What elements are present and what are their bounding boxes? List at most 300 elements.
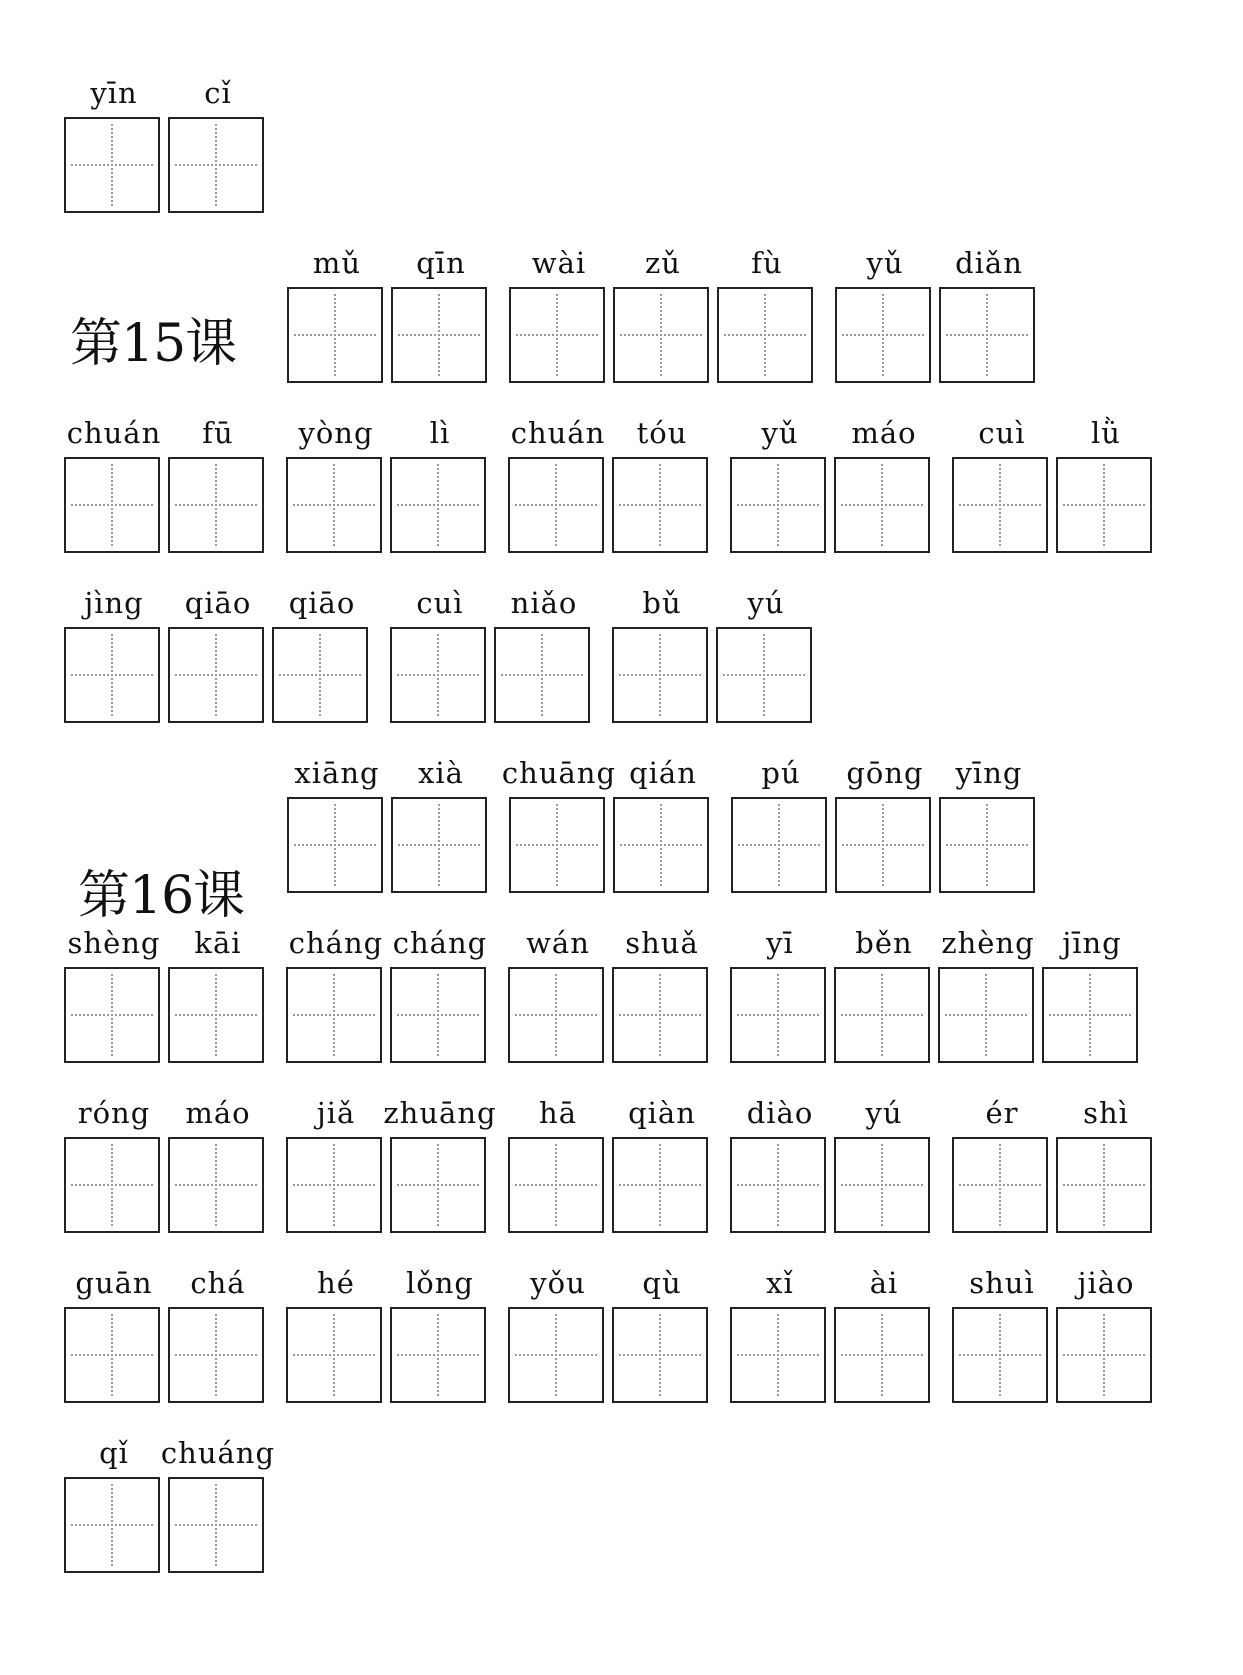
pinyin-label: yú xyxy=(865,1096,903,1130)
character-cell xyxy=(62,1430,166,1570)
character-cell xyxy=(610,410,714,550)
writing-box[interactable] xyxy=(287,797,383,893)
writing-box[interactable] xyxy=(952,1137,1048,1233)
word-group xyxy=(950,1090,1158,1230)
writing-box[interactable] xyxy=(612,627,708,723)
writing-box[interactable] xyxy=(391,287,487,383)
horizontal-guide-line xyxy=(737,1184,819,1186)
pinyin-label: lì xyxy=(429,416,451,450)
pinyin-label: yīn xyxy=(90,76,138,110)
horizontal-guide-line xyxy=(516,844,598,846)
writing-box[interactable] xyxy=(390,457,486,553)
character-cell xyxy=(383,1090,497,1230)
character-cell xyxy=(506,920,610,1060)
character-cell xyxy=(492,580,596,720)
horizontal-guide-line xyxy=(842,334,924,336)
pinyin-label: yǔ xyxy=(866,246,904,280)
horizontal-guide-line xyxy=(959,1184,1041,1186)
pinyin-label: qǐ xyxy=(99,1436,129,1470)
vocab-row xyxy=(0,1090,1243,1260)
word-group xyxy=(728,410,936,550)
character-cell xyxy=(937,240,1041,380)
character-cell xyxy=(728,1260,832,1400)
character-cell xyxy=(62,1260,166,1400)
character-cell xyxy=(950,410,1054,550)
pinyin-label: qián xyxy=(629,756,697,790)
writing-box[interactable] xyxy=(835,797,931,893)
writing-box[interactable] xyxy=(834,1307,930,1403)
character-cell xyxy=(1054,1260,1158,1400)
horizontal-guide-line xyxy=(737,1014,819,1016)
character-cell xyxy=(833,240,937,380)
writing-box[interactable] xyxy=(64,457,160,553)
writing-box[interactable] xyxy=(613,797,709,893)
horizontal-guide-line xyxy=(294,844,376,846)
writing-box[interactable] xyxy=(731,797,827,893)
writing-box[interactable] xyxy=(508,1137,604,1233)
pinyin-label: diào xyxy=(746,1096,814,1130)
writing-box[interactable] xyxy=(64,1307,160,1403)
writing-box[interactable] xyxy=(390,1137,486,1233)
writing-box[interactable] xyxy=(168,117,264,213)
lesson-title: 第15课 xyxy=(70,314,237,374)
writing-box[interactable] xyxy=(508,967,604,1063)
pinyin-label: xiāng xyxy=(294,756,380,790)
horizontal-guide-line xyxy=(175,504,257,506)
character-cell xyxy=(714,580,818,720)
horizontal-guide-line xyxy=(841,504,923,506)
horizontal-guide-line xyxy=(501,674,583,676)
pinyin-label: pú xyxy=(761,756,801,790)
writing-box[interactable] xyxy=(168,627,264,723)
word-group xyxy=(728,1090,936,1230)
pinyin-label: fù xyxy=(751,246,783,280)
pinyin-label: qiāo xyxy=(184,586,252,620)
horizontal-guide-line xyxy=(175,674,257,676)
pinyin-label: máo xyxy=(851,416,917,450)
writing-box[interactable] xyxy=(612,1137,708,1233)
horizontal-guide-line xyxy=(279,674,361,676)
horizontal-guide-line xyxy=(737,504,819,506)
character-cell xyxy=(611,240,715,380)
horizontal-guide-line xyxy=(175,1014,257,1016)
horizontal-guide-line xyxy=(619,674,701,676)
word-group xyxy=(284,1090,497,1230)
character-cell xyxy=(388,1260,492,1400)
character-cell xyxy=(832,1260,936,1400)
word-group xyxy=(506,1260,714,1400)
vocab-row xyxy=(0,920,1243,1090)
writing-box[interactable] xyxy=(286,457,382,553)
word-group xyxy=(62,1430,276,1570)
pinyin-label: wài xyxy=(531,246,587,280)
horizontal-guide-line xyxy=(293,1354,375,1356)
pinyin-label: cháng xyxy=(288,926,384,960)
writing-box[interactable] xyxy=(390,967,486,1063)
horizontal-guide-line xyxy=(293,1184,375,1186)
writing-box[interactable] xyxy=(717,287,813,383)
pinyin-label: qiāo xyxy=(288,586,356,620)
character-cell xyxy=(1054,1090,1158,1230)
horizontal-guide-line xyxy=(397,1014,479,1016)
horizontal-guide-line xyxy=(1063,504,1145,506)
writing-box[interactable] xyxy=(952,1307,1048,1403)
pinyin-label: qiàn xyxy=(628,1096,696,1130)
writing-box[interactable] xyxy=(1056,457,1152,553)
character-cell xyxy=(166,410,270,550)
horizontal-guide-line xyxy=(175,1184,257,1186)
pinyin-label: wán xyxy=(526,926,590,960)
pinyin-label: cuì xyxy=(978,416,1026,450)
word-group xyxy=(506,410,714,550)
character-cell xyxy=(62,1090,166,1230)
horizontal-guide-line xyxy=(397,674,479,676)
character-cell xyxy=(833,750,937,890)
pinyin-label: ér xyxy=(985,1096,1019,1130)
writing-box[interactable] xyxy=(286,1137,382,1233)
character-cell xyxy=(950,1260,1054,1400)
horizontal-guide-line xyxy=(724,334,806,336)
pinyin-label: lǜ xyxy=(1091,416,1121,450)
horizontal-guide-line xyxy=(293,504,375,506)
horizontal-guide-line xyxy=(619,1014,701,1016)
pinyin-label: gōng xyxy=(846,756,924,790)
writing-box[interactable] xyxy=(939,287,1035,383)
horizontal-guide-line xyxy=(397,1354,479,1356)
word-group xyxy=(610,580,818,720)
pinyin-label: yòng xyxy=(298,416,374,450)
horizontal-guide-line xyxy=(515,504,597,506)
character-cell xyxy=(832,1090,936,1230)
pinyin-label: jiào xyxy=(1077,1266,1135,1300)
pinyin-label: fū xyxy=(202,416,234,450)
character-cell xyxy=(610,1260,714,1400)
word-group xyxy=(507,240,819,380)
pinyin-label: zǔ xyxy=(645,246,681,280)
pinyin-label: cuì xyxy=(416,586,464,620)
horizontal-guide-line xyxy=(738,844,820,846)
horizontal-guide-line xyxy=(515,1184,597,1186)
word-group xyxy=(285,750,493,890)
character-cell xyxy=(715,240,819,380)
horizontal-guide-line xyxy=(1063,1354,1145,1356)
word-group xyxy=(501,750,715,890)
writing-box[interactable] xyxy=(168,1307,264,1403)
pinyin-label: yǒu xyxy=(530,1266,586,1300)
character-cell xyxy=(728,1090,832,1230)
character-cell xyxy=(1054,410,1158,550)
character-cell xyxy=(501,750,617,890)
horizontal-guide-line xyxy=(293,1014,375,1016)
writing-box[interactable] xyxy=(286,967,382,1063)
horizontal-guide-line xyxy=(175,1354,257,1356)
horizontal-guide-line xyxy=(620,844,702,846)
character-cell xyxy=(729,750,833,890)
pinyin-label: zhuāng xyxy=(383,1096,497,1130)
pinyin-label: chuán xyxy=(510,416,606,450)
pinyin-label: shuǎ xyxy=(625,926,699,960)
lesson-row xyxy=(0,750,1243,926)
character-cell xyxy=(506,410,610,550)
pinyin-label: jīng xyxy=(1062,926,1122,960)
character-cell xyxy=(936,920,1040,1060)
pinyin-label: jiǎ xyxy=(316,1096,356,1130)
horizontal-guide-line xyxy=(71,674,153,676)
horizontal-guide-line xyxy=(841,1354,923,1356)
horizontal-guide-line xyxy=(619,1184,701,1186)
character-cell xyxy=(285,240,389,380)
horizontal-guide-line xyxy=(71,164,153,166)
word-group xyxy=(506,1090,714,1230)
writing-box[interactable] xyxy=(391,797,487,893)
writing-box[interactable] xyxy=(613,287,709,383)
writing-box[interactable] xyxy=(730,1307,826,1403)
pinyin-label: běn xyxy=(855,926,913,960)
character-cell xyxy=(728,920,832,1060)
pinyin-label: diǎn xyxy=(955,246,1023,280)
horizontal-guide-line xyxy=(620,334,702,336)
writing-box[interactable] xyxy=(168,1477,264,1573)
horizontal-guide-line xyxy=(946,844,1028,846)
character-cell xyxy=(506,1260,610,1400)
writing-box[interactable] xyxy=(64,627,160,723)
horizontal-guide-line xyxy=(946,334,1028,336)
horizontal-guide-line xyxy=(619,504,701,506)
writing-box[interactable] xyxy=(494,627,590,723)
word-group xyxy=(950,410,1158,550)
character-cell xyxy=(389,750,493,890)
horizontal-guide-line xyxy=(515,1014,597,1016)
pinyin-label: róng xyxy=(77,1096,151,1130)
horizontal-guide-line xyxy=(515,1354,597,1356)
character-cell xyxy=(166,920,270,1060)
writing-box[interactable] xyxy=(272,627,368,723)
pinyin-label: hé xyxy=(317,1266,355,1300)
pinyin-label: xǐ xyxy=(766,1266,794,1300)
character-cell xyxy=(728,410,832,550)
pinyin-label: yīng xyxy=(955,756,1023,790)
pinyin-label: shuì xyxy=(969,1266,1035,1300)
word-group xyxy=(950,1260,1158,1400)
word-group xyxy=(62,410,270,550)
horizontal-guide-line xyxy=(723,674,805,676)
pinyin-label: tóu xyxy=(636,416,688,450)
horizontal-guide-line xyxy=(71,504,153,506)
vocab-row xyxy=(0,410,1243,580)
character-cell xyxy=(610,920,714,1060)
character-cell xyxy=(611,750,715,890)
pinyin-label: qù xyxy=(642,1266,682,1300)
writing-box[interactable] xyxy=(508,1307,604,1403)
pinyin-label: yú xyxy=(747,586,785,620)
writing-box[interactable] xyxy=(64,117,160,213)
writing-box[interactable] xyxy=(1056,1137,1152,1233)
character-cell xyxy=(950,1090,1054,1230)
word-group xyxy=(388,580,596,720)
horizontal-guide-line xyxy=(397,1184,479,1186)
character-cell xyxy=(270,580,374,720)
horizontal-guide-line xyxy=(71,1524,153,1526)
horizontal-guide-line xyxy=(398,844,480,846)
horizontal-guide-line xyxy=(294,334,376,336)
horizontal-guide-line xyxy=(71,1184,153,1186)
character-cell xyxy=(160,1430,276,1570)
writing-box[interactable] xyxy=(952,457,1048,553)
writing-box[interactable] xyxy=(64,967,160,1063)
writing-box[interactable] xyxy=(716,627,812,723)
character-cell xyxy=(284,920,388,1060)
pinyin-label: chuáng xyxy=(160,1436,276,1470)
pinyin-label: chuāng xyxy=(501,756,617,790)
pinyin-label: hā xyxy=(539,1096,577,1130)
word-group xyxy=(729,750,1041,890)
writing-box[interactable] xyxy=(938,967,1034,1063)
word-group xyxy=(728,1260,936,1400)
word-group xyxy=(284,920,492,1060)
writing-box[interactable] xyxy=(730,1137,826,1233)
writing-box[interactable] xyxy=(612,457,708,553)
writing-box[interactable] xyxy=(64,1477,160,1573)
horizontal-guide-line xyxy=(175,164,257,166)
word-group xyxy=(284,410,492,550)
pinyin-label: lǒng xyxy=(406,1266,474,1300)
pinyin-label: cǐ xyxy=(204,76,232,110)
pinyin-label: niǎo xyxy=(510,586,578,620)
writing-box[interactable] xyxy=(168,1137,264,1233)
word-group xyxy=(833,240,1041,380)
writing-box[interactable] xyxy=(834,1137,930,1233)
pinyin-label: qīn xyxy=(416,246,466,280)
character-cell xyxy=(389,240,493,380)
pinyin-label: xià xyxy=(418,756,464,790)
character-cell xyxy=(285,750,389,890)
pinyin-label: chá xyxy=(190,1266,246,1300)
character-cell xyxy=(832,920,936,1060)
writing-box[interactable] xyxy=(508,457,604,553)
writing-box[interactable] xyxy=(168,967,264,1063)
writing-box[interactable] xyxy=(509,797,605,893)
character-cell xyxy=(507,240,611,380)
character-cell xyxy=(166,580,270,720)
character-cell xyxy=(1040,920,1144,1060)
word-group xyxy=(62,1090,270,1230)
horizontal-guide-line xyxy=(71,1354,153,1356)
pinyin-label: shèng xyxy=(67,926,161,960)
horizontal-guide-line xyxy=(945,1014,1027,1016)
pinyin-label: ài xyxy=(869,1266,899,1300)
character-cell xyxy=(284,1260,388,1400)
pinyin-label: bǔ xyxy=(642,586,682,620)
character-cell xyxy=(284,410,388,550)
writing-box[interactable] xyxy=(834,967,930,1063)
writing-box[interactable] xyxy=(612,967,708,1063)
vocab-row xyxy=(0,1260,1243,1430)
writing-box[interactable] xyxy=(168,457,264,553)
vocab-row xyxy=(0,580,1243,750)
writing-box[interactable] xyxy=(730,967,826,1063)
writing-box[interactable] xyxy=(1056,1307,1152,1403)
vocab-row xyxy=(0,1430,1243,1600)
writing-box[interactable] xyxy=(286,1307,382,1403)
horizontal-guide-line xyxy=(842,844,924,846)
character-cell xyxy=(62,70,166,210)
character-cell xyxy=(62,410,166,550)
character-cell xyxy=(284,1090,388,1230)
pinyin-label: guān xyxy=(75,1266,153,1300)
pinyin-label: yǔ xyxy=(761,416,799,450)
writing-box[interactable] xyxy=(64,1137,160,1233)
horizontal-guide-line xyxy=(1049,1014,1131,1016)
character-cell xyxy=(166,1260,270,1400)
writing-box[interactable] xyxy=(730,457,826,553)
lesson-row xyxy=(0,240,1243,410)
character-cell xyxy=(388,410,492,550)
word-group xyxy=(284,1260,492,1400)
word-group xyxy=(62,1260,270,1400)
pinyin-label: máo xyxy=(185,1096,251,1130)
writing-box[interactable] xyxy=(390,627,486,723)
writing-box[interactable] xyxy=(612,1307,708,1403)
pinyin-label: yī xyxy=(766,926,794,960)
horizontal-guide-line xyxy=(737,1354,819,1356)
pinyin-label: zhèng xyxy=(941,926,1035,960)
character-cell xyxy=(388,580,492,720)
horizontal-guide-line xyxy=(841,1014,923,1016)
horizontal-guide-line xyxy=(1063,1184,1145,1186)
character-cell xyxy=(388,920,492,1060)
character-cell xyxy=(166,70,270,210)
pinyin-label: mǔ xyxy=(312,246,362,280)
character-cell xyxy=(506,1090,610,1230)
horizontal-guide-line xyxy=(841,1184,923,1186)
character-cell xyxy=(610,580,714,720)
character-cell xyxy=(62,920,166,1060)
horizontal-guide-line xyxy=(619,1354,701,1356)
writing-box[interactable] xyxy=(834,457,930,553)
pinyin-label: kāi xyxy=(194,926,242,960)
horizontal-guide-line xyxy=(397,504,479,506)
horizontal-guide-line xyxy=(175,1524,257,1526)
word-group xyxy=(62,580,374,720)
word-group xyxy=(62,920,270,1060)
character-cell xyxy=(832,410,936,550)
writing-box[interactable] xyxy=(287,287,383,383)
pinyin-label: shì xyxy=(1083,1096,1129,1130)
horizontal-guide-line xyxy=(516,334,598,336)
character-cell xyxy=(610,1090,714,1230)
writing-box[interactable] xyxy=(1042,967,1138,1063)
word-group xyxy=(285,240,493,380)
horizontal-guide-line xyxy=(959,504,1041,506)
pinyin-label: jìng xyxy=(84,586,144,620)
writing-box[interactable] xyxy=(390,1307,486,1403)
character-cell xyxy=(166,1090,270,1230)
writing-box[interactable] xyxy=(835,287,931,383)
horizontal-guide-line xyxy=(398,334,480,336)
word-group xyxy=(62,70,270,210)
pinyin-label: cháng xyxy=(392,926,488,960)
word-group xyxy=(506,920,714,1060)
horizontal-guide-line xyxy=(71,1014,153,1016)
pinyin-label: chuán xyxy=(66,416,162,450)
horizontal-guide-line xyxy=(959,1354,1041,1356)
word-group xyxy=(728,920,1144,1060)
writing-box[interactable] xyxy=(509,287,605,383)
vocab-row xyxy=(0,70,1243,240)
lesson-title: 第16课 xyxy=(78,866,245,926)
writing-box[interactable] xyxy=(939,797,1035,893)
character-cell xyxy=(62,580,166,720)
